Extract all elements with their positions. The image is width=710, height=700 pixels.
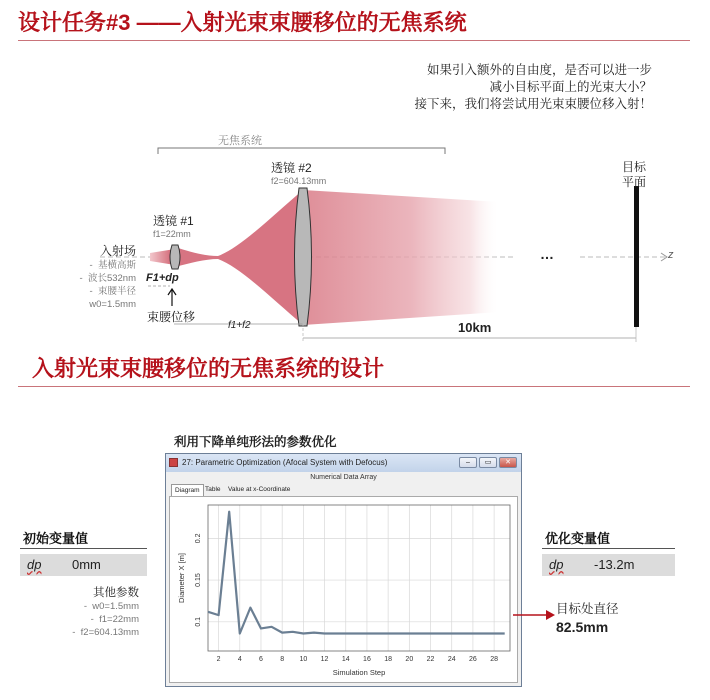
tab-diagram[interactable]: Diagram — [171, 484, 204, 496]
x-tick-label: 12 — [320, 656, 329, 663]
y-tick-label: 0.2 — [195, 533, 202, 544]
result-label: 目标处直径 — [556, 602, 619, 616]
target-label-1: 目标 — [622, 160, 647, 174]
incident-item: - 基横高斯 — [89, 260, 136, 271]
lens-1-focal: f1=22mm — [153, 229, 191, 239]
result-arrow — [513, 605, 558, 625]
incident-field — [46, 242, 136, 311]
lens-2 — [295, 188, 312, 326]
incident-item: - 束腰半径 — [89, 286, 136, 297]
y-tick-label: 0.15 — [195, 573, 202, 587]
result — [556, 599, 619, 635]
plot-area — [169, 496, 518, 683]
lens-1 — [170, 245, 180, 269]
x-tick-label: 28 — [490, 656, 499, 663]
header-divider — [18, 40, 690, 41]
close-button[interactable]: ✕ — [499, 457, 517, 468]
x-tick-label: 6 — [259, 656, 263, 663]
tab-table[interactable]: Table — [205, 486, 221, 493]
optimized-vars-title: 优化变量值 — [545, 531, 611, 546]
lens-2-focal: f2=604.13mm — [271, 176, 327, 186]
window-titlebar[interactable] — [166, 454, 521, 472]
target-plane-label — [622, 160, 646, 190]
other-params-title: 其他参数 — [93, 587, 139, 599]
minimize-button[interactable]: – — [459, 457, 477, 468]
lens-2-label: 透镜 #2 — [271, 161, 312, 175]
y-axis-label: Diameter X [m] — [177, 552, 186, 604]
incident-item: - 波长532nm — [79, 273, 136, 284]
initial-vars-title: 初始变量值 — [23, 531, 89, 546]
distance-label: 10km — [458, 320, 492, 335]
x-tick-label: 8 — [280, 656, 285, 663]
app-icon — [169, 458, 178, 467]
x-tick-label: 18 — [384, 656, 393, 663]
x-tick-label: 24 — [447, 656, 456, 663]
other-param-item: - w0=1.5mm — [83, 601, 139, 612]
diameter-chart — [170, 497, 517, 682]
maximize-button[interactable]: ▭ — [479, 457, 497, 468]
tab-bar — [166, 484, 521, 496]
x-tick-label: 10 — [299, 656, 308, 663]
x-tick-label: 26 — [469, 656, 477, 663]
plot-frame — [208, 505, 510, 651]
window-subtitle: Numerical Data Array — [310, 474, 377, 481]
ellipsis: … — [540, 246, 554, 262]
intro-line-1: 如果引入额外的自由度，是否可以进一步 — [426, 63, 652, 77]
page-title: 设计任务#3 ——入射光束束腰移位的无焦系统 — [18, 10, 467, 35]
x-tick-label: 4 — [237, 656, 242, 663]
y-tick-label: 0.1 — [195, 616, 202, 627]
lens-1-label: 透镜 #1 — [153, 214, 194, 228]
x-tick-label: 14 — [341, 656, 350, 663]
lens-1-label-group — [153, 212, 194, 239]
other-param-item: - f2=604.13mm — [72, 627, 139, 638]
afocal-bracket — [158, 148, 445, 154]
optimized-vars-panel — [542, 528, 675, 576]
intro-line-3: 接下来，我们将尝试用光束束腰位移入射！ — [414, 97, 652, 111]
optimized-var-name: dp — [549, 557, 564, 572]
incident-title: 入射场 — [99, 244, 136, 258]
lens-2-label-group — [271, 159, 326, 186]
z-axis-label: z — [668, 249, 674, 261]
section-title: 入射光束束腰移位的无焦系统的设计 — [32, 356, 385, 381]
section-divider — [18, 386, 690, 387]
tab-value-at-x[interactable]: Value at x-Coordinate — [228, 486, 291, 493]
target-plane — [634, 186, 639, 327]
optical-diagram — [0, 120, 710, 345]
collimated-beam — [303, 190, 500, 325]
f1-dp-label: F1+dp — [146, 272, 179, 284]
initial-var-value: 0mm — [72, 557, 101, 572]
arrow-right-icon — [546, 610, 555, 620]
waist-shift-label: 束腰位移 — [147, 310, 196, 324]
initial-var-name: dp — [27, 557, 42, 572]
x-tick-label: 16 — [363, 656, 371, 663]
f1-f2-label: f1+f2 — [228, 320, 251, 331]
method-label: 利用下降单纯形法的参数优化 — [174, 435, 337, 449]
afocal-system-label: 无焦系统 — [218, 135, 262, 147]
result-value: 82.5mm — [556, 619, 609, 635]
other-params — [46, 584, 139, 639]
optimized-var-row — [542, 554, 675, 576]
expanding-beam — [175, 190, 303, 325]
initial-var-row — [20, 554, 147, 576]
x-tick-label: 22 — [426, 656, 435, 663]
intro-text — [414, 62, 652, 113]
x-axis-label: Simulation Step — [332, 668, 386, 677]
window-title: 27: Parametric Optimization (Afocal System with Defocus) — [182, 458, 388, 467]
optimized-var-value: -13.2m — [594, 557, 635, 572]
x-tick-label: 20 — [405, 656, 414, 663]
target-label-2: 平面 — [622, 175, 647, 189]
series-line — [208, 512, 505, 634]
intro-line-2: 减小目标平面上的光束大小？ — [489, 80, 652, 94]
incident-item: w0=1.5mm — [89, 299, 136, 310]
x-tick-label: 2 — [216, 656, 221, 663]
other-param-item: - f1=22mm — [90, 614, 139, 625]
initial-vars-panel — [20, 528, 147, 576]
optimization-window[interactable] — [165, 453, 522, 687]
